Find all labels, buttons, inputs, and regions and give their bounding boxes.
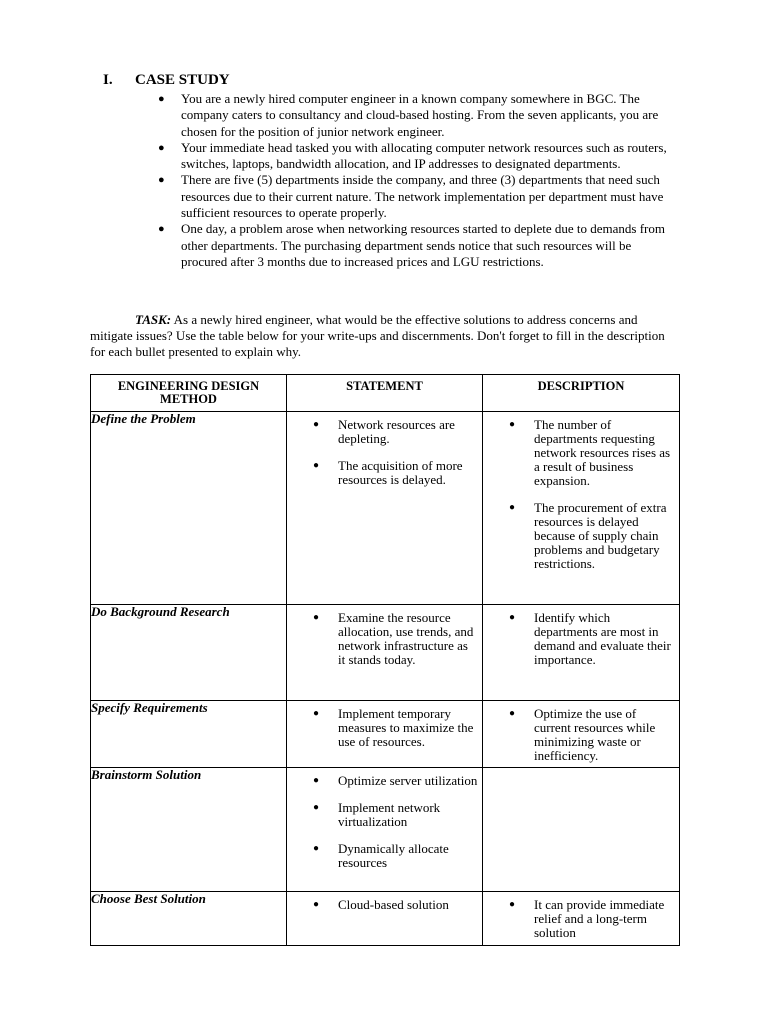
bullet-icon: ● [313,899,320,910]
case-study-bullets [158,91,678,270]
list-item: ● Cloud-based solution [313,897,449,912]
bullet-icon: ● [313,460,320,471]
header-method: ENGINEERING DESIGN METHOD [91,375,287,412]
description-cell [483,768,680,892]
task-label: TASK: [135,312,172,327]
statement-cell [287,892,483,946]
method-cell: Brainstorm Solution [91,768,287,892]
list-item: ● Optimize server utilization [313,773,478,788]
task-text: As a newly hired engineer, what would be the effective solutions to address concerns and mitigate issues? Use the table below for your write-ups and discernments. Don't forget to fill in the description for each bullet presented to explain why. [90,312,665,359]
intro-bullet: ● Your immediate head tasked you with allocating computer network resources such as routers, switches, laptops, bandwidth allocation, and IP addresses to designated departments. [158,139,667,172]
intro-bullet: ● One day, a problem arose when networking resources started to deplete due to demands from other departments. The purchasing department sends notice that such resources will be procured after 3 months due to increased prices and LGU restrictions. [158,221,665,269]
intro-bullet: ● You are a newly hired computer engineer in a known company somewhere in BGC. The company caters to consultancy and cloud-based hosting. From the seven applicants, you are chosen for the position of junior network engineer. [158,91,659,139]
bullet-icon: ● [313,843,320,854]
bullet-icon: ● [158,141,165,154]
bullet-icon: ● [158,223,165,236]
section-number: I. [103,72,113,88]
list-item: ● Optimize the use of current resources while minimizing waste or inefficiency. [509,706,656,763]
bullet-icon: ● [313,419,320,430]
bullet-icon: ● [509,708,516,719]
header-description: DESCRIPTION [483,375,680,412]
table-row [91,412,680,605]
header-statement: STATEMENT [287,375,483,412]
table-row [91,605,680,701]
design-method-table [90,374,680,946]
bullet-icon: ● [509,899,516,910]
list-item: ● The number of departments requesting network resources rises as a result of business expansion. [509,417,671,488]
description-cell [483,892,680,946]
list-item: ● Network resources are depleting. [313,417,455,446]
list-item: ● The acquisition of more resources is delayed. [313,458,463,487]
section-heading [103,72,230,89]
method-cell: Define the Problem [91,412,287,605]
bullet-icon: ● [313,708,320,719]
section-title: CASE STUDY [135,72,230,88]
statement-cell [287,412,483,605]
table-row [91,701,680,768]
description-cell [483,412,680,605]
bullet-icon: ● [313,802,320,813]
list-item: ● Implement temporary measures to maximize the use of resources. [313,706,474,749]
method-cell: Specify Requirements [91,701,287,768]
bullet-icon: ● [509,419,516,430]
list-item: ● Examine the resource allocation, use trends, and network infrastructure as it stands today. [313,610,474,667]
task-paragraph [90,312,675,360]
bullet-icon: ● [313,775,320,786]
bullet-icon: ● [313,612,320,623]
table-header-row [91,375,680,412]
list-item: ● Implement network virtualization [313,800,441,829]
bullet-icon: ● [158,174,165,187]
list-item: ● Dynamically allocate resources [313,841,449,870]
list-item: ● It can provide immediate relief and a long-term solution [509,897,665,940]
statement-cell [287,605,483,701]
bullet-icon: ● [158,93,165,105]
list-item: ● Identify which departments are most in demand and evaluate their importance. [509,610,671,667]
description-cell [483,605,680,701]
table-row [91,892,680,946]
bullet-icon: ● [509,502,516,513]
intro-bullet: ● There are five (5) departments inside the company, and three (3) departments that need such resources due to their current nature. The network implementation per department must have sufficient resources to operate properly. [158,172,664,221]
statement-cell [287,768,483,892]
bullet-icon: ● [509,612,516,623]
table-row [91,768,680,892]
statement-cell [287,701,483,768]
list-item: ● The procurement of extra resources is delayed because of supply chain problems and budgetary restrictions. [509,500,667,571]
method-cell: Do Background Research [91,605,287,701]
method-cell: Choose Best Solution [91,892,287,946]
description-cell [483,701,680,768]
